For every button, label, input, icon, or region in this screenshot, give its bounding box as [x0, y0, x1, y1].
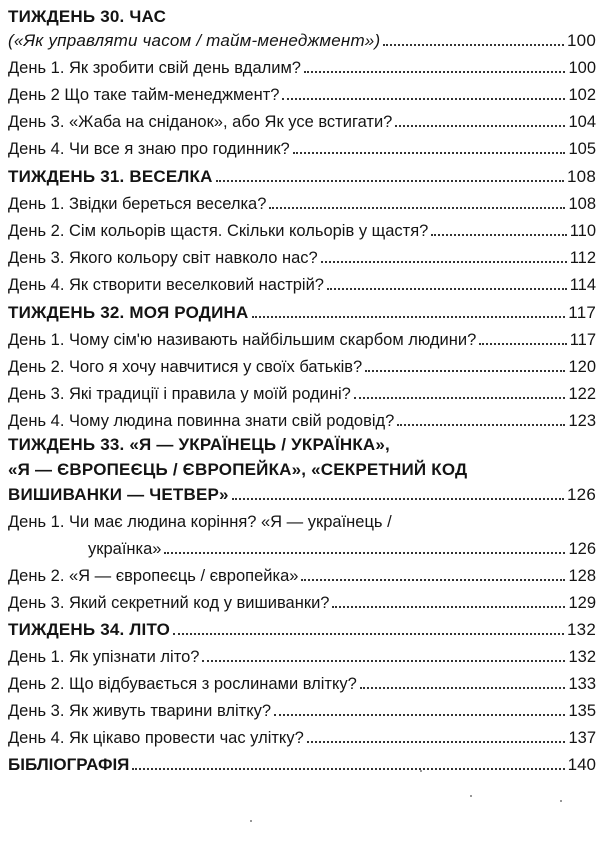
toc-section-heading	[8, 430, 596, 456]
dot-leader	[301, 579, 565, 581]
toc-entry-title: ТИЖДЕНЬ 33. «Я — УКРАЇНЕЦЬ / УКРАЇНКА»,	[8, 435, 390, 454]
dot-leader	[395, 125, 565, 127]
toc-page-number: 100	[567, 31, 596, 50]
toc-page-number: 137	[568, 729, 596, 747]
toc-page-number: 122	[568, 385, 596, 403]
toc-entry-title: День 3. Який секретний код у вишиванки?	[8, 594, 330, 612]
toc-entry-title: День 3. Які традиції і правила у моїй родині?	[8, 385, 351, 403]
dot-leader	[365, 370, 565, 372]
toc-section-heading	[8, 480, 596, 506]
toc-entry-title: ТИЖДЕНЬ 31. ВЕСЕЛКА	[8, 167, 213, 186]
toc-page-number: 104	[568, 113, 596, 131]
toc-section-heading	[8, 162, 596, 188]
dot-leader	[202, 660, 565, 662]
toc-entry-title: День 4. Як цікаво провести час улітку?	[8, 729, 304, 747]
toc-section-heading	[8, 298, 596, 324]
toc-entry	[8, 534, 596, 560]
dot-leader	[354, 397, 566, 399]
dot-leader	[232, 498, 564, 500]
toc-entry-title: «Я — ЄВРОПЕЄЦЬ / ЄВРОПЕЙКА», «СЕКРЕТНИЙ КОД	[8, 460, 468, 479]
toc-section-heading	[8, 2, 596, 28]
dot-leader	[282, 98, 565, 100]
toc-entry	[8, 352, 596, 378]
toc-section-heading	[8, 26, 596, 52]
toc-entry	[8, 80, 596, 106]
toc-entry-title: День 2 Що таке тайм-менеджмент?	[8, 86, 280, 104]
toc-entry-title: ТИЖДЕНЬ 34. ЛІТО	[8, 620, 171, 639]
dot-leader	[479, 343, 566, 345]
toc-entry-title: День 3. Як живуть тварини влітку?	[8, 702, 272, 720]
toc-entry	[8, 270, 596, 296]
toc-entry-title: День 2. Чого я хочу навчитися у своїх батьків?	[8, 358, 363, 376]
toc-entry	[8, 189, 596, 215]
toc-page-number: 117	[568, 303, 596, 322]
toc-page-number: 108	[567, 167, 596, 186]
toc-entry	[8, 53, 596, 79]
dot-leader	[216, 180, 564, 182]
dot-leader	[431, 234, 566, 236]
toc-entry-title: ВИШИВАНКИ — ЧЕТВЕР»	[8, 485, 229, 504]
toc-entry-title: ТИЖДЕНЬ 32. МОЯ РОДИНА	[8, 303, 249, 322]
dot-leader	[293, 152, 566, 154]
toc-entry-title: День 3. «Жаба на сніданок», або Як усе встигати?	[8, 113, 393, 131]
toc-page-number: 112	[569, 249, 596, 267]
toc-page-number: 128	[568, 567, 596, 585]
toc-entry	[8, 642, 596, 668]
scan-speck	[420, 770, 422, 772]
toc-page-number: 132	[567, 620, 596, 639]
toc-entry-title: День 2. «Я — європеєць / європейка»	[8, 567, 299, 585]
scan-speck	[470, 795, 472, 797]
toc-page-number: 129	[568, 594, 596, 612]
toc-entry-title: День 1. Чи має людина коріння? «Я — українець /	[8, 513, 392, 531]
dot-leader	[274, 714, 565, 716]
dot-leader	[304, 71, 565, 73]
toc-entry	[8, 696, 596, 722]
toc-entry-title: День 4. Чи все я знаю про годинник?	[8, 140, 290, 158]
dot-leader	[321, 261, 567, 263]
dot-leader	[332, 606, 565, 608]
toc-entry-title: («Як управляти часом / тайм-менеджмент»)	[8, 31, 381, 50]
toc-entry	[8, 723, 596, 749]
toc-page-number: 120	[568, 358, 596, 376]
toc-entry	[8, 216, 596, 242]
dot-leader	[269, 207, 565, 209]
toc-entry-title: БІБЛІОГРАФІЯ	[8, 755, 130, 774]
toc-entry-title: День 1. Звідки береться веселка?	[8, 195, 267, 213]
dot-leader	[327, 288, 567, 290]
toc-page-number: 133	[568, 675, 596, 693]
dot-leader	[164, 552, 565, 554]
toc-page-number: 105	[568, 140, 596, 158]
toc-section-heading	[8, 455, 596, 481]
toc-entry	[8, 406, 596, 432]
toc-entry	[8, 379, 596, 405]
toc-page-number: 102	[568, 86, 596, 104]
toc-entry-title: День 1. Як упізнати літо?	[8, 648, 200, 666]
toc-page-number: 108	[568, 195, 596, 213]
toc-page-number: 100	[568, 59, 596, 77]
toc-entry-title: День 3. Якого кольору світ навколо нас?	[8, 249, 318, 267]
toc-entry	[8, 561, 596, 587]
toc-entry	[8, 107, 596, 133]
dot-leader	[383, 44, 564, 46]
toc-page-number: 126	[567, 485, 596, 504]
toc-entry-title: День 4. Як створити веселковий настрій?	[8, 276, 324, 294]
toc-entry	[8, 588, 596, 614]
toc-entry	[8, 325, 596, 351]
dot-leader	[397, 424, 565, 426]
toc-entry	[8, 134, 596, 160]
toc-entry-title: ТИЖДЕНЬ 30. ЧАС	[8, 7, 167, 26]
scan-speck	[560, 800, 562, 802]
toc-section-heading	[8, 750, 596, 776]
toc-entry-title: українка»	[88, 540, 162, 558]
toc-entry-title: День 4. Чому людина повинна знати свій родовід?	[8, 412, 395, 430]
dot-leader	[307, 741, 566, 743]
dot-leader	[360, 687, 566, 689]
toc-entry	[8, 243, 596, 269]
toc-page-number: 123	[568, 412, 596, 430]
toc-section-heading	[8, 615, 596, 641]
toc-entry-title: День 2. Що відбувається з рослинами влітку?	[8, 675, 357, 693]
dot-leader	[173, 633, 564, 635]
dot-leader	[132, 768, 564, 770]
toc-page-number: 117	[569, 331, 596, 349]
toc-page-number: 132	[568, 648, 596, 666]
toc-entry-title: День 1. Чому сім'ю називають найбільшим скарбом людини?	[8, 331, 477, 349]
toc-page-number: 114	[569, 276, 596, 294]
dot-leader	[252, 316, 566, 318]
toc-entry	[8, 669, 596, 695]
toc-entry-title: День 2. Сім кольорів щастя. Скільки кольорів у щастя?	[8, 222, 429, 240]
toc-page-number: 140	[567, 755, 596, 774]
toc-page-number: 110	[569, 222, 596, 240]
toc-page-number: 135	[568, 702, 596, 720]
toc-page-number: 126	[568, 540, 596, 558]
toc-entry-title: День 1. Як зробити свій день вдалим?	[8, 59, 301, 77]
scan-speck	[250, 820, 252, 822]
toc-entry	[8, 507, 596, 533]
